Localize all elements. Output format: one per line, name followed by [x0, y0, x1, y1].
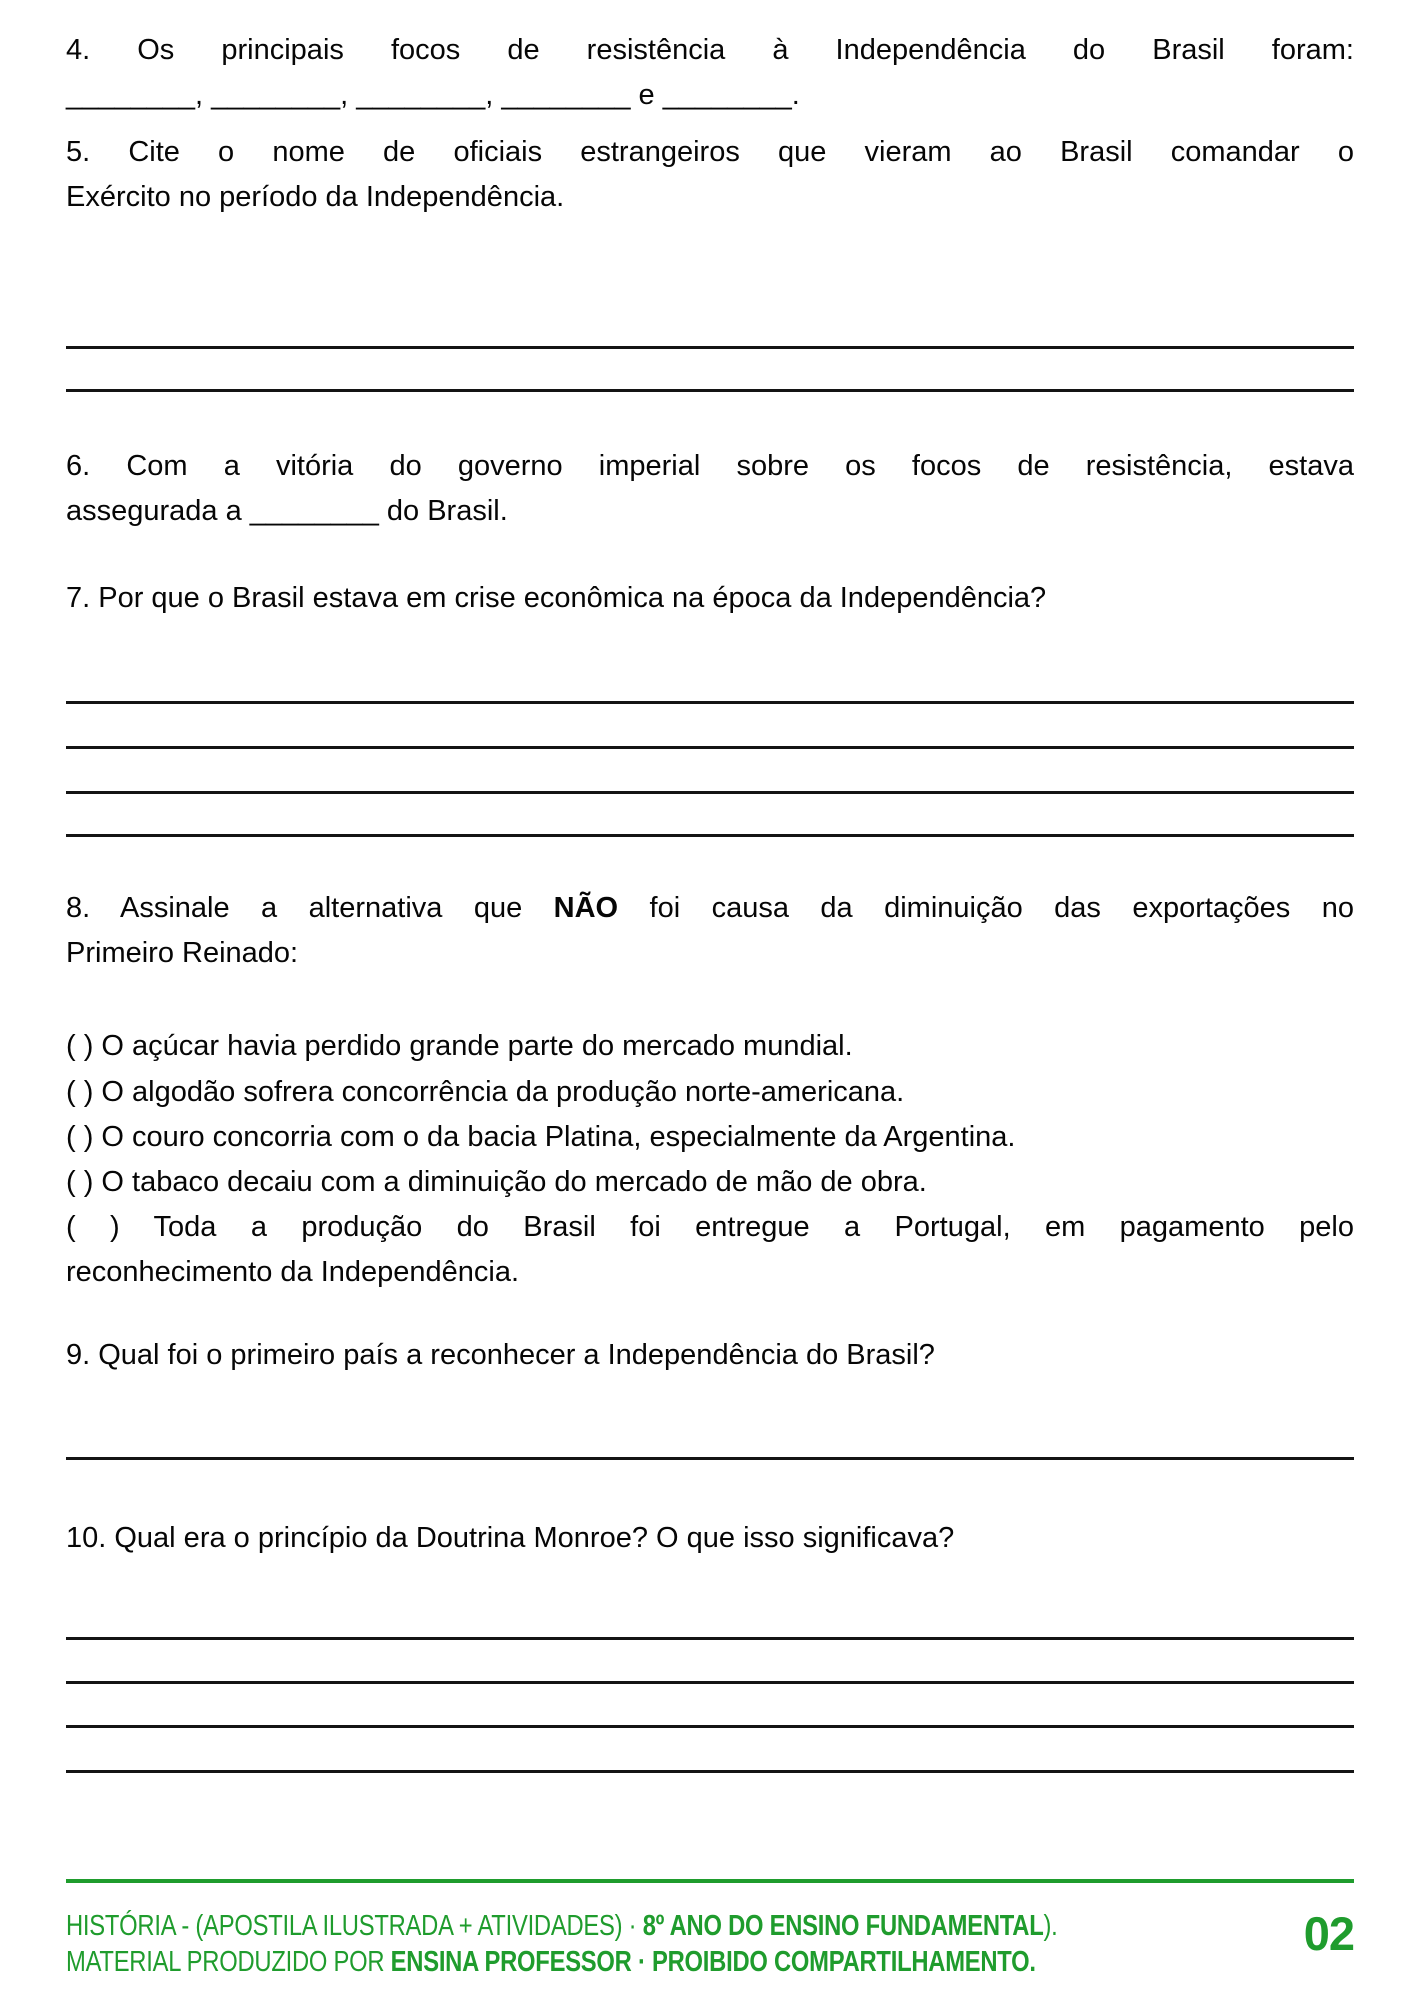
- alternative-a-text: ( ) O açúcar havia perdido grande parte do mercado mundial.: [66, 1030, 853, 1062]
- alternative-d: [66, 1160, 1354, 1205]
- answer-line: [66, 389, 1354, 392]
- alternative-d-text: ( ) O tabaco decaiu com a diminuição do mercado de mão de obra.: [66, 1166, 927, 1198]
- alternative-b: [66, 1070, 1354, 1115]
- question-9: [66, 1333, 1354, 1378]
- alternative-a: [66, 1024, 1354, 1069]
- question-7-text: 7. Por que o Brasil estava em crise econômica na época da Independência?: [66, 582, 1047, 614]
- alternative-e-text-line-2: reconhecimento da Independência.: [66, 1256, 520, 1288]
- question-5-text-line-1: 5. Cite o nome de oficiais estrangeiros que vieram ao Brasil comandar o: [66, 136, 1354, 168]
- question-4: [66, 28, 1354, 118]
- question-5: [66, 130, 1354, 220]
- footer-grade-label: 8º ANO DO ENSINO FUNDAMENTAL: [642, 1910, 1044, 1942]
- question-4-text: 4. Os principais focos de resistência à Independência do Brasil foram:: [66, 34, 1354, 66]
- question-6-text-line-1: 6. Com a vitória do governo imperial sobre os focos de resistência, estava: [66, 450, 1354, 482]
- question-10-text: 10. Qual era o princípio da Doutrina Monroe? O que isso significava?: [66, 1522, 955, 1554]
- answer-line: [66, 791, 1354, 794]
- alternative-e: [66, 1205, 1354, 1295]
- question-8-emphasis: NÃO: [553, 892, 619, 924]
- question-8-suffix: foi causa da diminuição das exportações no: [618, 892, 1354, 924]
- question-10: [66, 1516, 1354, 1561]
- answer-line: [66, 1457, 1354, 1460]
- question-5-text-line-2: Exército no período da Independência.: [66, 181, 565, 213]
- question-6-blank-line: assegurada a ________ do Brasil.: [66, 495, 508, 527]
- footer-producer-name: ENSINA PROFESSOR · PROIBIDO COMPARTILHAMENTO.: [390, 1946, 1036, 1978]
- answer-line: [66, 1770, 1354, 1773]
- page-number: 02: [1303, 1907, 1354, 1960]
- question-6: [66, 444, 1354, 534]
- question-7: [66, 576, 1354, 621]
- question-8-text-line-1: [66, 886, 1354, 931]
- alternative-e-text-line-1: ( ) Toda a produção do Brasil foi entregue a Portugal, em pagamento pelo: [66, 1211, 1354, 1243]
- footer-producer-label: MATERIAL PRODUZIDO POR: [66, 1946, 391, 1978]
- answer-line: [66, 1681, 1354, 1684]
- answer-line: [66, 1637, 1354, 1640]
- footer-subject-label: HISTÓRIA - (APOSTILA ILUSTRADA + ATIVIDADES) ·: [66, 1910, 643, 1942]
- footer-divider: [66, 1879, 1354, 1883]
- answer-line: [66, 701, 1354, 704]
- question-8-prefix: 8. Assinale a alternativa que: [66, 892, 554, 924]
- answer-line: [66, 746, 1354, 749]
- answer-line: [66, 1725, 1354, 1728]
- question-8-text-line-2: Primeiro Reinado:: [66, 937, 299, 969]
- answer-line: [66, 834, 1354, 837]
- answer-line: [66, 346, 1354, 349]
- question-4-blanks: ________, ________, ________, ________ e ________.: [66, 79, 800, 111]
- question-8: [66, 886, 1354, 976]
- question-9-text: 9. Qual foi o primeiro país a reconhecer a Independência do Brasil?: [66, 1339, 935, 1371]
- alternative-c-text: ( ) O couro concorria com o da bacia Platina, especialmente da Argentina.: [66, 1121, 1016, 1153]
- footer-grade-tail: ).: [1043, 1910, 1058, 1942]
- alternative-c: [66, 1115, 1354, 1160]
- alternative-b-text: ( ) O algodão sofrera concorrência da produção norte-americana.: [66, 1076, 905, 1108]
